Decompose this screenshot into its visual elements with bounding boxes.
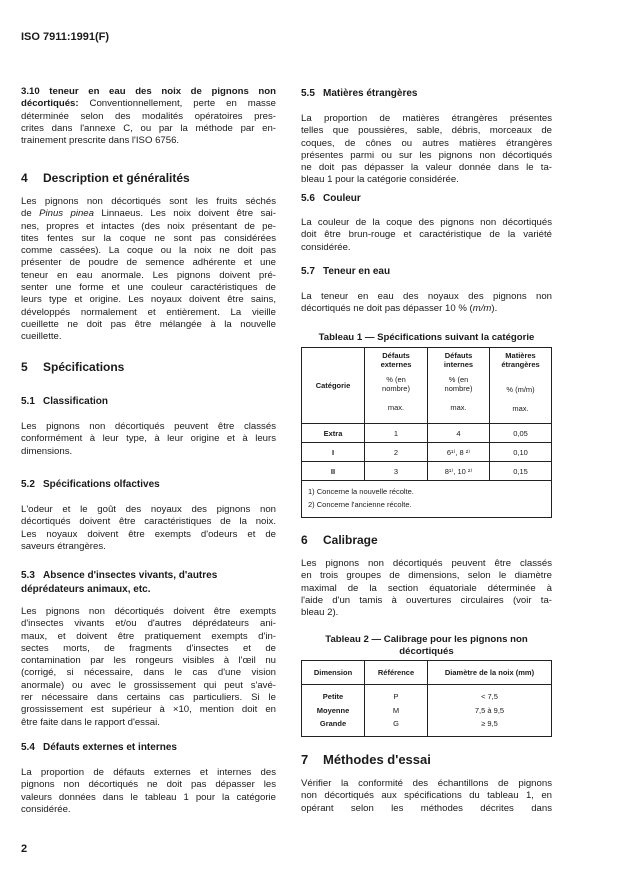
document-id: ISO 7911:1991(F) (21, 31, 110, 43)
header-categorie: Catégorie (302, 348, 365, 424)
text-line: La proportion de défauts externes et internes des (21, 767, 276, 778)
header-diametre: Diamètre de la noix (mm) (428, 661, 552, 685)
text-line: La proportion de matières étrangères présentes (301, 113, 552, 124)
section-5-6-heading: 5.6 Couleur (301, 193, 361, 204)
column-dim (302, 685, 365, 737)
cell-cat: Extra (302, 424, 365, 443)
text-line: maximal de la section équatoriale déterminée à (301, 582, 552, 594)
text-line: en trois groupes de dimensions, selon le diamètre (301, 570, 552, 582)
text-line: anormale) ou avec le grossissement qui peut s'avé- (21, 679, 276, 691)
text-line: être faite dans le rapport d'essai. (21, 716, 160, 728)
cell-dim: Petite (322, 692, 344, 701)
text-line: considérée. (301, 241, 351, 253)
text-line: rer nécessaire dans certains cas particuliers. Si le (21, 692, 276, 704)
text-line: comme cassées). La coque ou la noix ne doit pas (21, 245, 276, 257)
text-line: contamination par les rongeurs visibles à l'œil nu (21, 655, 276, 667)
section-5-7-paragraph: La teneur en eau des noyaux des pignons non décortiqués ne doit pas dépasser 10 % (m/m). (301, 291, 552, 315)
cell-int: 4 (428, 424, 490, 443)
section-5-1-paragraph (21, 421, 276, 458)
definition-text: Conventionnellement, perte en masse (78, 98, 276, 110)
text-line: crites dans l'annexe C, ou par la méthode par en- (21, 122, 276, 134)
text-line: teneur en eau anormale. Les pignons doivent pré- (21, 269, 276, 281)
section-5-7-heading: 5.7 Teneur en eau (301, 266, 391, 277)
term: décortiqués: (21, 98, 79, 110)
cell-diam: < 7,5 (481, 692, 498, 701)
species-name: Pinus pinea (39, 208, 94, 220)
table-2 (301, 660, 552, 737)
footnote: 2) Concerne l'ancienne récolte. (308, 500, 412, 509)
text-line: telles que poussières, sable, débris, morceaux de (301, 125, 552, 137)
text-line: nes, propres et intactes (des noix présentant de pe- (21, 220, 276, 232)
column-diam (428, 685, 552, 737)
cell-diam: 7,5 à 9,5 (474, 705, 505, 715)
cell-ext: 1 (365, 424, 428, 443)
text-line: présentes parmi ou sur les pignons non décortiqués (301, 149, 552, 161)
column-ref (365, 685, 428, 737)
section-5-3-paragraph (21, 606, 276, 729)
text-line: tites fentes sur la coque ne sont pas considérées (21, 232, 276, 244)
section-5-4-heading: 5.4 Défauts externes et internes (21, 742, 177, 753)
text-line: doit être brun-rouge et caractéristique de la variété (301, 229, 552, 241)
cell-mat: 0,05 (490, 424, 552, 443)
section-6-paragraph (301, 558, 552, 619)
text-line: opérant selon les méthodes décrites dans (301, 802, 552, 814)
table-1: Catégorie Défauts externes % (en nombre) max. Défauts internes % (en nombre) max. Matières étrangères % (m/m) max. Extra 1 4 0,05 I 2 6¹⁾, 8 ²⁾ 0,10 II 3 8¹⁾, 10 ²⁾ 0,15 1) Concerne la nouvelle récolte. 2) Concerne l'ancienne récolte. (301, 347, 552, 518)
text-line: déterminée selon des modalités opératoires pres- (21, 110, 276, 122)
text-line: conformément à leur type, à leur origine et à leurs (21, 433, 276, 445)
cell-dim: Moyenne (316, 705, 350, 715)
cell-ref: G (393, 719, 399, 728)
text-line: valeurs données dans le tableau 1 pour la catégorie (21, 791, 276, 803)
cell-int: 8¹⁾, 10 ²⁾ (428, 462, 490, 481)
definition-paragraph (21, 111, 276, 148)
cell-ref: M (392, 705, 400, 715)
section-5-1-heading: 5.1 Classification (21, 396, 109, 407)
table-1-caption: Tableau 1 — Spécifications suivant la catégorie (318, 332, 535, 343)
text-line: (corrigé, si nécessaire, dans le cas d'une vision (21, 667, 276, 679)
section-4-heading: 4 Description et généralités (21, 171, 190, 185)
text-line: sectes morts, de fragments d'insectes et de (21, 642, 276, 654)
section-5-4-paragraph (21, 767, 276, 816)
text-line: Vérifier la conformité des échantillons de pignons (301, 778, 552, 789)
text-line: Les pignons non décortiqués peuvent être classés (301, 558, 552, 569)
text-line: pignons non décortiqués ne doit pas dépasser les (21, 779, 276, 791)
text-line: décortiqués doivent être caractéristiques de la noix. (21, 516, 276, 528)
text-line: d'insectes vivants et/ou d'autres déprédateurs ani- (21, 618, 276, 630)
table-1-footnotes (302, 481, 552, 518)
text-line: Les pignons non décortiqués peuvent être classés (21, 421, 276, 432)
text-line: développés normalement et entièrement. La vieille (21, 306, 276, 318)
section-4-paragraph: Les pignons non décortiqués sont les fruits séchés de Pinus pinea Linnaeus. Les noix doivent être sai- nes, propres et intactes (des noix présentant de pe- tites fentes sur la coque ne sont pas considérées comme cassées). La coque ou la noix ne doit pas présenter de poudre de semence adhérente et une teneur en eau anormale. Les pignons doivent pré- senter une forme et une couleur caractéristiques de leurs type et origine. Les noyaux doivent être sains, développés normalement et entièrement. La vieille cueillette ne doit pas être mélangée à la nouvelle cueillette. (21, 196, 277, 343)
text-line: Les pignons non décortiqués doivent être exempts (21, 606, 276, 617)
cell-mat: 0,15 (490, 462, 552, 481)
section-7-paragraph (301, 778, 552, 815)
text-line: grossissement est supérieur à ×10, mention doit en (21, 704, 276, 716)
text-line: présenter de poudre de semence adhérente et une (21, 257, 276, 269)
text-line: non décortiqués aux spécifications du tableau 1, en (301, 790, 552, 802)
text-line: saveurs étrangères. (21, 540, 106, 552)
section-5-5-paragraph (301, 113, 552, 187)
text-line: bleau 2). (301, 607, 339, 619)
section-5-5-heading: 5.5 Matières étrangères (301, 88, 418, 99)
text-line: dimensions. (21, 445, 73, 457)
text-line: maux, et doivent être pratiquement exempts d'in- (21, 630, 276, 642)
table-row (302, 443, 552, 462)
text-line: La couleur de la coque des pignons non décortiqués (301, 217, 552, 228)
cell-diam: ≥ 9,5 (481, 719, 498, 728)
footnote: 1) Concerne la nouvelle récolte. (308, 487, 414, 496)
table-2-caption: Tableau 2 — Calibrage pour les pignons non décortiqués (325, 634, 528, 657)
cell-mat: 0,10 (490, 443, 552, 462)
cell-ref: P (393, 692, 399, 701)
text-line: cueillette ne doit pas être mélangée à la nouvelle (21, 318, 276, 330)
text-line: considérée. (21, 803, 71, 815)
cell-cat: I (302, 443, 365, 462)
header-reference: Référence (365, 661, 428, 685)
text-line: L'odeur et le goût des noyaux des pignons non (21, 504, 276, 515)
section-5-heading: 5 Spécifications (21, 360, 125, 374)
cell-ext: 2 (365, 443, 428, 462)
text-line: coques, de cônes ou autres matières étrangères (301, 137, 552, 149)
cell-int: 6¹⁾, 8 ²⁾ (428, 443, 490, 462)
section-5-6-paragraph (301, 217, 552, 254)
cell-dim: Grande (319, 719, 347, 728)
text-line: senter une forme et une couleur caractéristiques de (21, 282, 276, 294)
table-row (302, 462, 552, 481)
section-6-heading: 6 Calibrage (301, 533, 378, 547)
text-line: trainement prescrite dans l'ISO 6756. (21, 135, 180, 147)
section-5-2-paragraph (21, 504, 276, 553)
cell-cat: II (302, 462, 365, 481)
section-3-10 (21, 86, 276, 147)
text-line: ne doit pas dépasser la valeur donnée dans le ta- (301, 162, 552, 174)
section-5-3-heading: 5.3 Absence d'insectes vivants, d'autres déprédateurs animaux, etc. (21, 570, 218, 595)
section-7-heading: 7 Méthodes d'essai (301, 752, 431, 767)
text-line: leurs type et origine. Les noyaux doivent être sains, (21, 294, 276, 306)
text-line: bleau 1 pour la catégorie considérée. (301, 174, 459, 186)
section-5-2-heading: 5.2 Spécifications olfactives (21, 479, 160, 490)
text-line: Les pignons non décortiqués sont les fruits séchés (21, 196, 276, 207)
text-line: l'aide d'un tamis à ouvertures circulaires (voir ta- (301, 594, 552, 606)
table-row (302, 424, 552, 443)
term-heading: 3.10 teneur en eau des noix de pignons non (21, 86, 276, 97)
cell-ext: 3 (365, 462, 428, 481)
page-number: 2 (21, 843, 28, 855)
text-line: cueillette. (21, 331, 62, 343)
text-line: Les noyaux doivent être exempts d'odeurs et de (21, 528, 276, 540)
header-dimension: Dimension (302, 661, 365, 685)
